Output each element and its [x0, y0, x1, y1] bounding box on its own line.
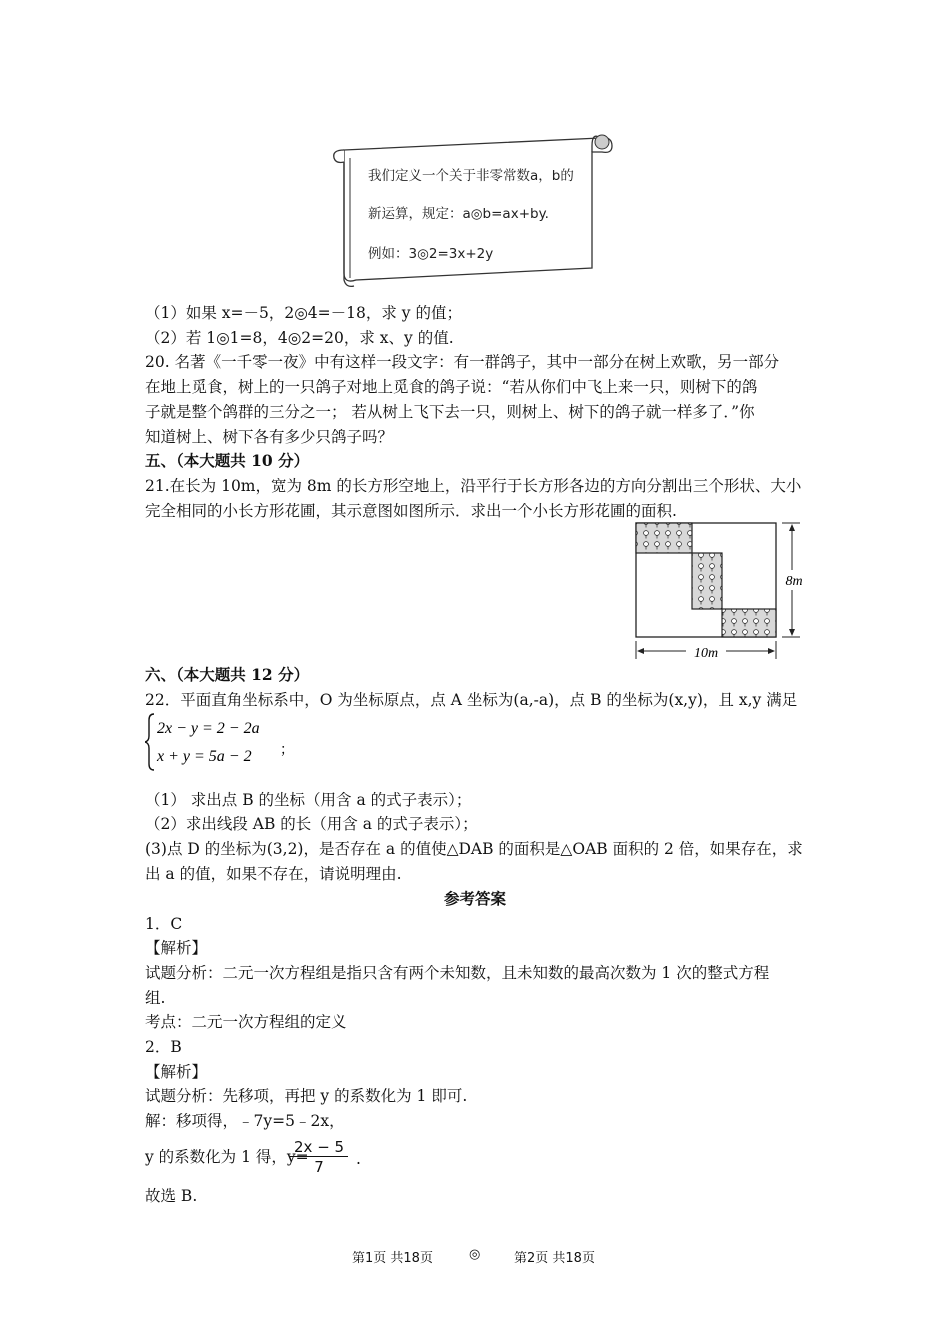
scroll-line-2: 新运算，规定：a◎b=ax+by.	[368, 206, 549, 222]
analysis-1-line-2: 组.	[145, 989, 166, 1007]
key-point-1: 考点：二元一次方程组的定义	[145, 1013, 347, 1031]
fraction-period: .	[356, 1150, 361, 1168]
conclusion-2: 故选 B.	[145, 1187, 198, 1205]
answers-title: 参考答案	[443, 889, 506, 908]
q20-line-2: 在地上觅食，树上的一只鸽子对地上觅食的鸽子说：“若从你们中飞上来一只，则树下的鸽	[145, 378, 758, 396]
width-label: 10m	[693, 646, 719, 661]
q22-line-1: 22．平面直角坐标系中，O 为坐标原点，点 A 坐标为(a,-a)，点 B 的坐标为(x,y)，且 x,y 满足	[145, 691, 798, 709]
fraction-denominator: 7	[314, 1158, 324, 1176]
analysis-1-heading: 【解析】	[145, 939, 208, 957]
q21-line-1: 21.在长为 10m，宽为 8m 的长方形空地上，沿平行于长方形各边的方向分割出三个形状、大小	[145, 477, 802, 495]
q22-part1: （1） 求出点 B 的坐标（用含 a 的式子表示）；	[145, 791, 472, 809]
footer-page-right: 第2页 共18页	[514, 1251, 595, 1266]
q21-line-2: 完全相同的小长方形花圃，其示意图如图所示．求出一个小长方形花圃的面积.	[145, 502, 677, 520]
scroll-line-3: 例如：3◎2=3x+2y	[368, 246, 494, 262]
q20-line-1: 20. 名著《一千零一夜》中有这样一段文字：有一群鸽子，其中一部分在树上欢歌，另一部分	[145, 353, 780, 371]
section-6-heading: 六、（本大题共 12 分）	[145, 665, 310, 684]
flowerbed-2	[692, 553, 722, 609]
fraction-numerator: 2x − 5	[294, 1138, 345, 1156]
footer-separator: ◎	[469, 1247, 481, 1262]
equation-2: x + y = 5a − 2	[157, 748, 252, 765]
solution-line-2: y 的系数化为 1 得，y=	[145, 1148, 309, 1166]
solution-line-1: 解：移项得，﹣7y=5﹣2x，	[145, 1112, 345, 1130]
q22-part2: （2）求出线段 AB 的长（用含 a 的式子表示）；	[145, 815, 478, 833]
analysis-1-line-1: 试题分析：二元一次方程组是指只含有两个未知数，且未知数的最高次数为 1 次的整式方程	[145, 964, 770, 982]
garden-diagram	[630, 518, 810, 663]
q19-part1: （1）如果 x=－5，2◎4=－18，求 y 的值；	[145, 304, 462, 322]
answer-2: 2．B	[145, 1038, 182, 1056]
analysis-2-line: 试题分析：先移项，再把 y 的系数化为 1 即可.	[145, 1087, 468, 1105]
fraction	[290, 1138, 348, 1177]
scroll-line-1: 我们定义一个关于非零常数a，b的	[368, 168, 574, 184]
definition-scroll	[330, 128, 615, 290]
equation-semicolon: ；	[280, 742, 294, 758]
q19-part2: （2）若 1◎1=8，4◎2=20，求 x、y 的值.	[145, 329, 454, 347]
footer-page-left: 第1页 共18页	[352, 1251, 433, 1266]
q20-line-4: 知道树上、树下各有多少只鸽子吗？	[145, 428, 394, 446]
flowerbed-1	[636, 523, 692, 553]
height-label: 8m	[785, 574, 803, 589]
flowerbed-3	[722, 609, 776, 637]
q22-part3-line-1: (3)点 D 的坐标为(3,2)，是否存在 a 的值使△DAB 的面积是△OAB 面积的 2 倍，如果存在，求	[145, 840, 803, 858]
answer-1: 1．C	[145, 915, 183, 933]
analysis-2-heading: 【解析】	[145, 1063, 208, 1081]
equation-1: 2x − y = 2 − 2a	[157, 720, 260, 737]
q22-part3-line-2: 出 a 的值，如果不存在，请说明理由.	[145, 865, 402, 883]
q20-line-3: 子就是整个鸽群的三分之一； 若从树上飞下去一只，则树上、树下的鸽子就一样多了．”你	[145, 403, 755, 421]
equation-system	[145, 712, 345, 772]
section-5-heading: 五、（本大题共 10 分）	[145, 451, 310, 470]
